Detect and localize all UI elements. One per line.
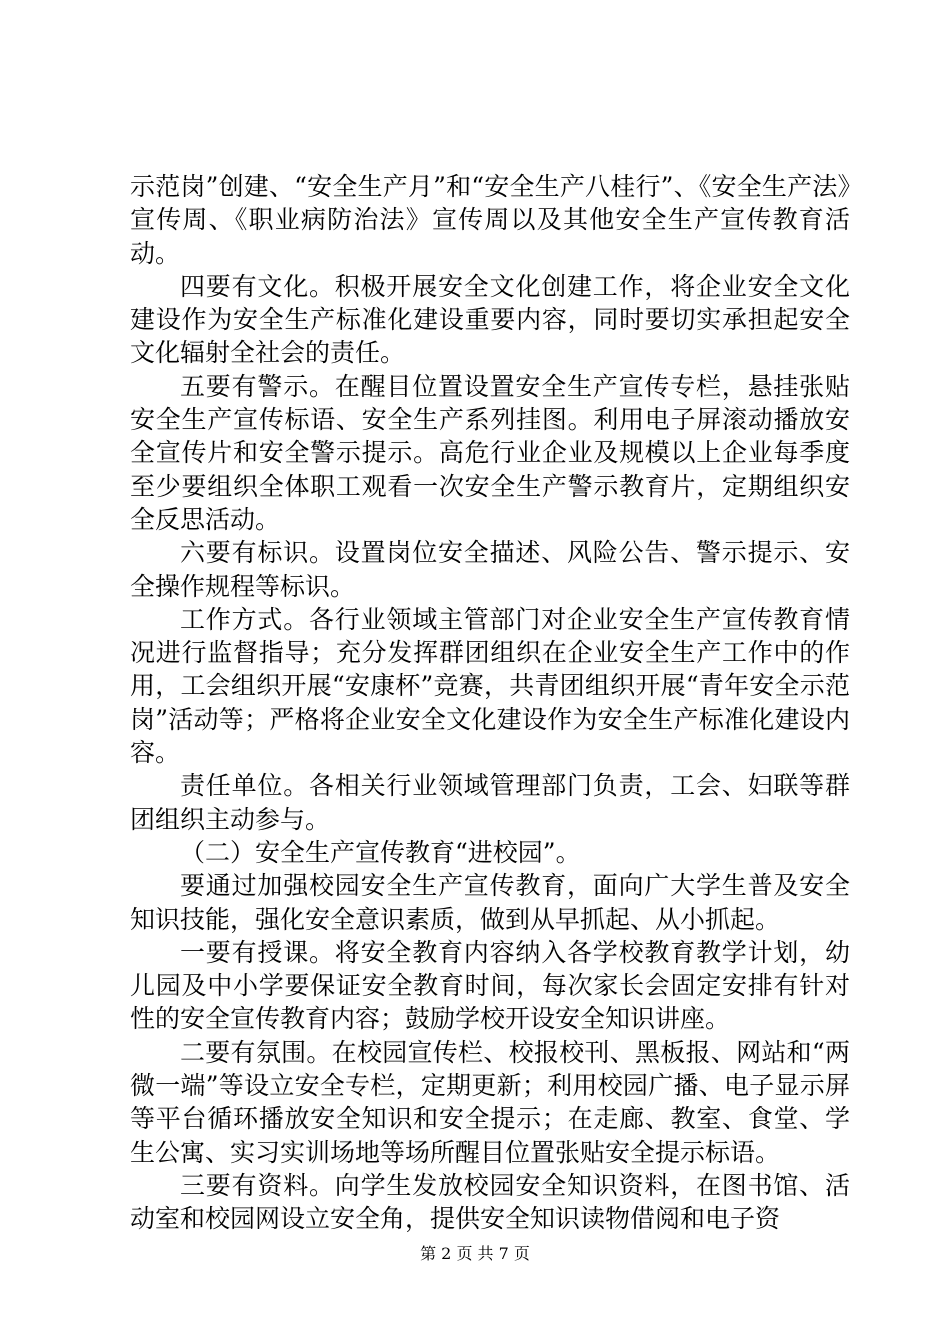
paragraph-9: 一要有授课。将安全教育内容纳入各学校教育教学计划，幼儿园及中小学要保证安全教育时间，每次家长会固定安排有针对性的安全宣传教育内容；鼓励学校开设安全知识讲座。 bbox=[130, 937, 850, 1034]
paragraph-10: 二要有氛围。在校园宣传栏、校报校刊、黑板报、网站和“两微一端”等设立安全专栏，定期更新；利用校园广播、电子显示屏等平台循环播放安全知识和安全提示；在走廊、教室、食堂、学生公寓、实习实训场地等场所醒目位置张贴安全提示标语。 bbox=[130, 1037, 850, 1167]
paragraph-2: 四要有文化。积极开展安全文化创建工作，将企业安全文化建设作为安全生产标准化建设重要内容，同时要切实承担起安全文化辐射全社会的责任。 bbox=[130, 271, 850, 368]
paragraph-5: 工作方式。各行业领域主管部门对企业安全生产宣传教育情况进行监督指导；充分发挥群团组织在企业安全生产工作中的作用，工会组织开展“安康杯”竞赛，共青团组织开展“青年安全示范岗”活动等；严格将企业安全文化建设作为安全生产标准化建设内容。 bbox=[130, 604, 850, 768]
paragraph-8: 要通过加强校园安全生产宣传教育，面向广大学生普及安全知识技能，强化安全意识素质，做到从早抓起、从小抓起。 bbox=[130, 871, 850, 934]
paragraph-1: 示范岗”创建、“安全生产月”和“安全生产八桂行”、《安全生产法》宣传周、《职业病防治法》宣传周以及其他安全生产宣传教育活动。 bbox=[130, 172, 850, 268]
paragraph-3: 五要有警示。在醒目位置设置安全生产宣传专栏，悬挂张贴安全生产宣传标语、安全生产系列挂图。利用电子屏滚动播放安全宣传片和安全警示提示。高危行业企业及规模以上企业每季度至少要组织全体职工观看一次安全生产警示教育片，定期组织安全反思活动。 bbox=[130, 371, 850, 534]
paragraph-4: 六要有标识。设置岗位安全描述、风险公告、警示提示、安全操作规程等标识。 bbox=[130, 538, 850, 601]
page-number-footer: 第 2 页 共 7 页 bbox=[420, 1244, 530, 1263]
section-heading: （二）安全生产宣传教育“进校园”。 bbox=[180, 837, 581, 867]
paragraph-11: 三要有资料。向学生发放校园安全知识资料，在图书馆、活动室和校园网设立安全角，提供安全知识读物借阅和电子资 bbox=[130, 1170, 850, 1234]
document-body bbox=[130, 170, 850, 1236]
paragraph-6: 责任单位。各相关行业领域管理部门负责，工会、妇联等群团组织主动参与。 bbox=[130, 771, 850, 834]
